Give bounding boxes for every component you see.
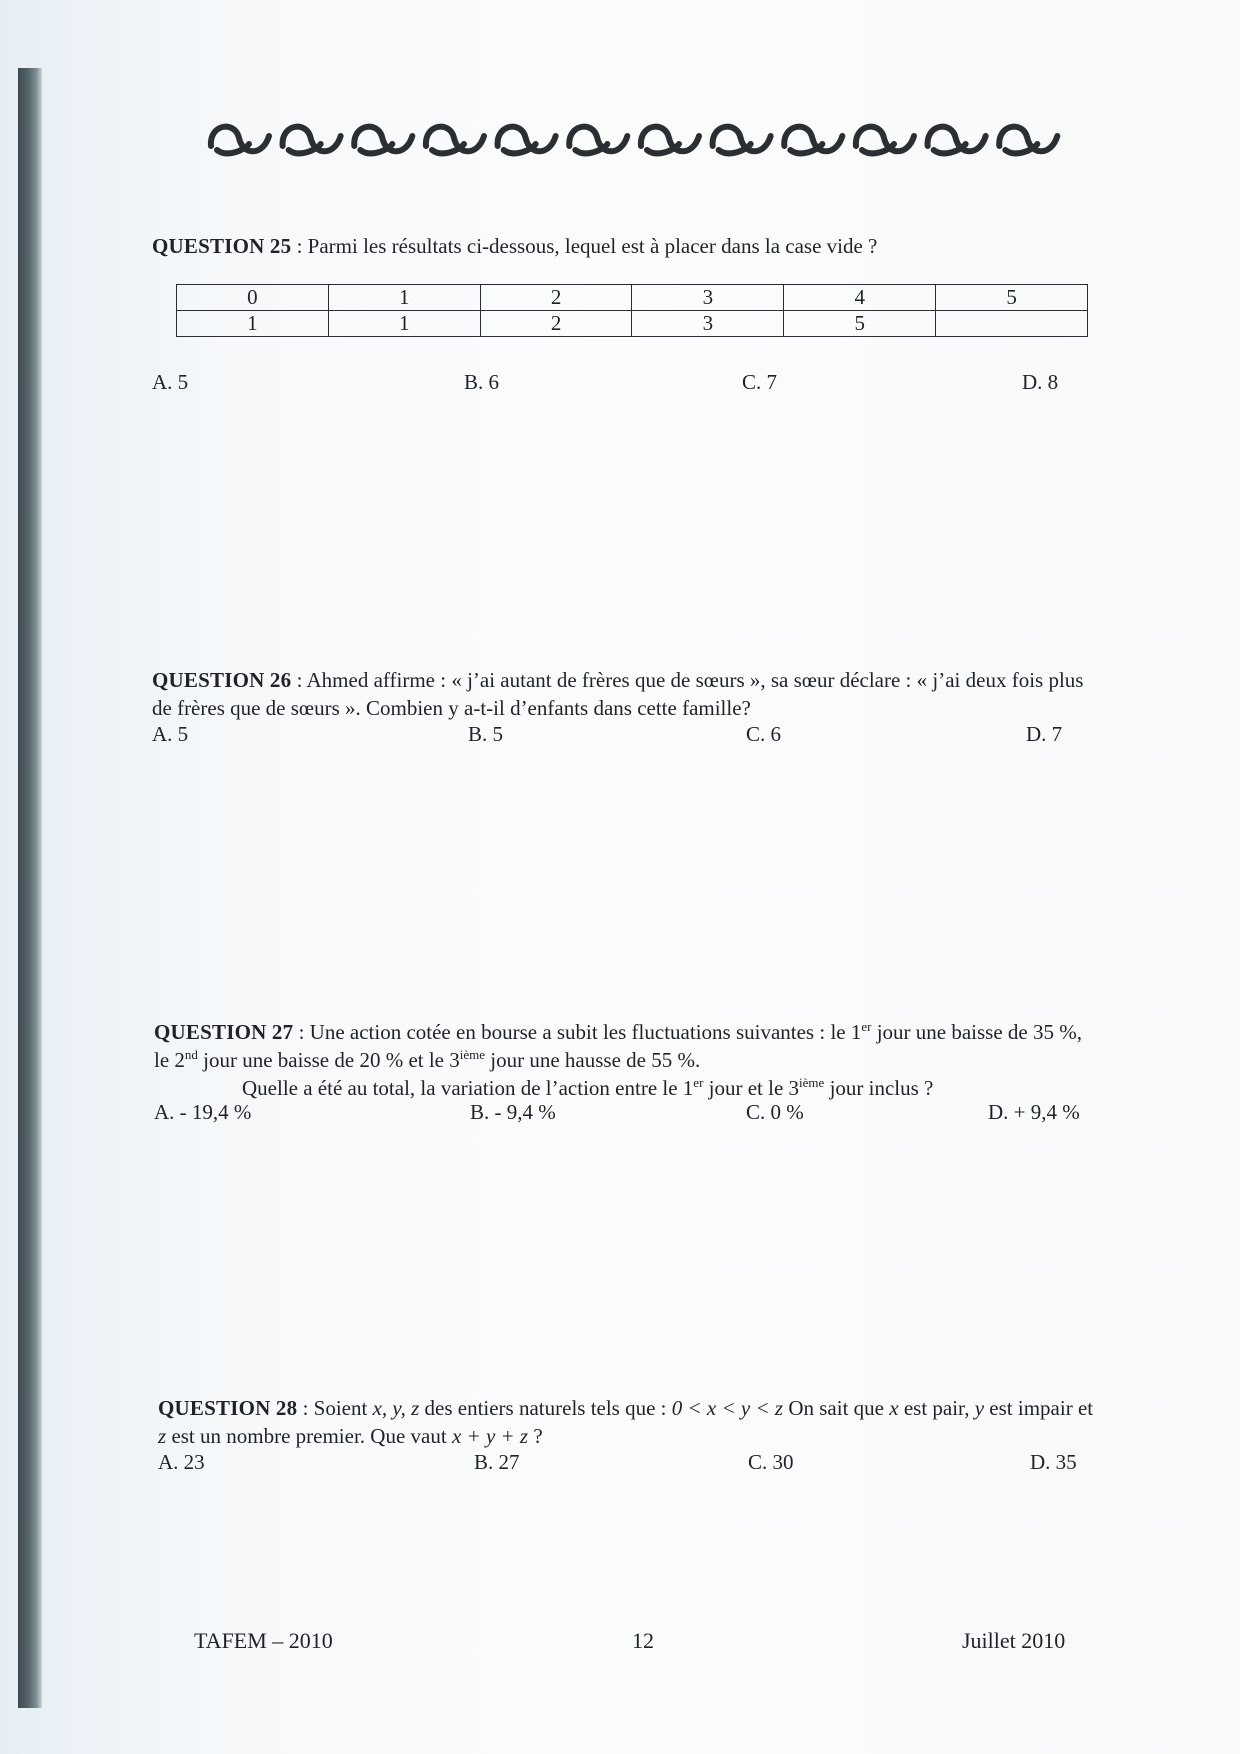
superscript: ième (799, 1075, 825, 1090)
math-variable: z (158, 1424, 167, 1448)
ornament-unit (784, 127, 842, 154)
ornament-unit (283, 127, 341, 154)
scroll-vine-border-icon (205, 106, 1065, 176)
superscript: er (861, 1019, 872, 1034)
question-25-choices (152, 370, 1092, 398)
ornament-unit (354, 127, 412, 154)
table-cell: 5 (784, 311, 936, 337)
math-sum: x + y + z (451, 1424, 529, 1448)
question-27-text: jour une hausse de 55 %. (485, 1048, 701, 1072)
superscript: ième (459, 1047, 486, 1062)
question-28-text: On sait que (783, 1396, 890, 1420)
ornament-unit (856, 127, 914, 154)
ornament-unit (426, 127, 484, 154)
question-27-subquestion: jour inclus ? (824, 1076, 934, 1100)
question-26-choices (152, 722, 1092, 750)
question-28-text: des entiers naturels tels que : (419, 1396, 672, 1420)
footer-left: TAFEM – 2010 (194, 1628, 333, 1653)
choice-c: C. 0 % (746, 1100, 804, 1124)
choice-a: A. 5 (152, 370, 189, 394)
question-25 (152, 232, 1092, 260)
question-27-text: jour une baisse de 20 % et le 3 (197, 1048, 460, 1072)
table-cell: 5 (936, 285, 1088, 311)
question-27-text: : Une action cotée en bourse a subit les fluctuations suivantes : le 1 (293, 1020, 862, 1044)
math-variable: y (974, 1396, 985, 1420)
table-cell: 1 (328, 285, 480, 311)
choice-c: C. 6 (746, 722, 782, 746)
table-row (177, 285, 1088, 311)
ornament-unit (569, 127, 627, 154)
choice-b: B. 6 (464, 370, 500, 394)
ornament-unit (498, 127, 556, 154)
question-27-subquestion: Quelle a été au total, la variation de l’action entre le 1 (242, 1076, 694, 1100)
choice-d: D. 8 (1022, 370, 1059, 394)
question-28 (158, 1394, 1098, 1450)
table-cell: 1 (328, 311, 480, 337)
choice-a: A. - 19,4 % (154, 1100, 252, 1124)
question-27-choices (154, 1100, 1094, 1128)
table-cell: 0 (177, 285, 329, 311)
ornament-unit (928, 127, 986, 154)
question-28-text: est un nombre premier. Que vaut (166, 1424, 452, 1448)
ornament-unit (641, 127, 699, 154)
superscript: er (693, 1075, 704, 1090)
question-25-label: QUESTION 25 (152, 234, 292, 258)
sequence-table (176, 284, 1088, 337)
page-number: 12 (632, 1628, 654, 1653)
question-28-choices (158, 1450, 1098, 1478)
question-28-label: QUESTION 28 (158, 1396, 298, 1420)
question-27-subquestion: jour et le 3 (703, 1076, 800, 1100)
choice-b: B. 5 (468, 722, 504, 746)
choice-b: B. 27 (474, 1450, 520, 1474)
question-28-text: est impair et (984, 1396, 1094, 1420)
choice-d: D. + 9,4 % (988, 1100, 1080, 1124)
choice-a: A. 5 (152, 722, 189, 746)
table-cell: 2 (480, 285, 632, 311)
ornament-unit (211, 127, 269, 154)
question-25-text: : Parmi les résultats ci-dessous, lequel est à placer dans la case vide ? (291, 234, 878, 258)
ornament-unit (713, 127, 771, 154)
math-inequality: 0 < x < y < z (671, 1396, 784, 1420)
table-cell: 4 (784, 285, 936, 311)
question-27-label: QUESTION 27 (154, 1020, 294, 1044)
empty-cell (936, 311, 1088, 337)
choice-c: C. 7 (742, 370, 778, 394)
math-variable: x (889, 1396, 899, 1420)
question-28-text: ? (528, 1424, 543, 1448)
choice-a: A. 23 (158, 1450, 205, 1474)
math-variables: x, y, z (372, 1396, 420, 1420)
question-28-text: : Soient (297, 1396, 373, 1420)
choice-d: D. 7 (1026, 722, 1063, 746)
choice-c: C. 30 (748, 1450, 794, 1474)
question-28-text: est pair, (898, 1396, 975, 1420)
ornament-unit (999, 127, 1057, 154)
choice-b: B. - 9,4 % (470, 1100, 556, 1124)
footer-date: Juillet 2010 (962, 1628, 1066, 1653)
table-cell: 3 (632, 285, 784, 311)
table-cell: 2 (480, 311, 632, 337)
question-26-label: QUESTION 26 (152, 668, 292, 692)
table-row (177, 311, 1088, 337)
choice-d: D. 35 (1030, 1450, 1077, 1474)
question-26-text: : Ahmed affirme : « j’ai autant de frères que de sœurs », sa sœur déclare : « j’ai deux fois plus de frères que de sœurs ». Combien y a-t-il d’enfants dans cette famille? (152, 668, 1084, 720)
table-cell: 3 (632, 311, 784, 337)
question-26 (152, 666, 1092, 722)
binding-edge (18, 68, 42, 1708)
question-27 (154, 1018, 1094, 1102)
table-cell: 1 (177, 311, 329, 337)
superscript: nd (184, 1047, 198, 1062)
question-27-text: jour une baisse de 35 %, le 2 (154, 1020, 1082, 1072)
